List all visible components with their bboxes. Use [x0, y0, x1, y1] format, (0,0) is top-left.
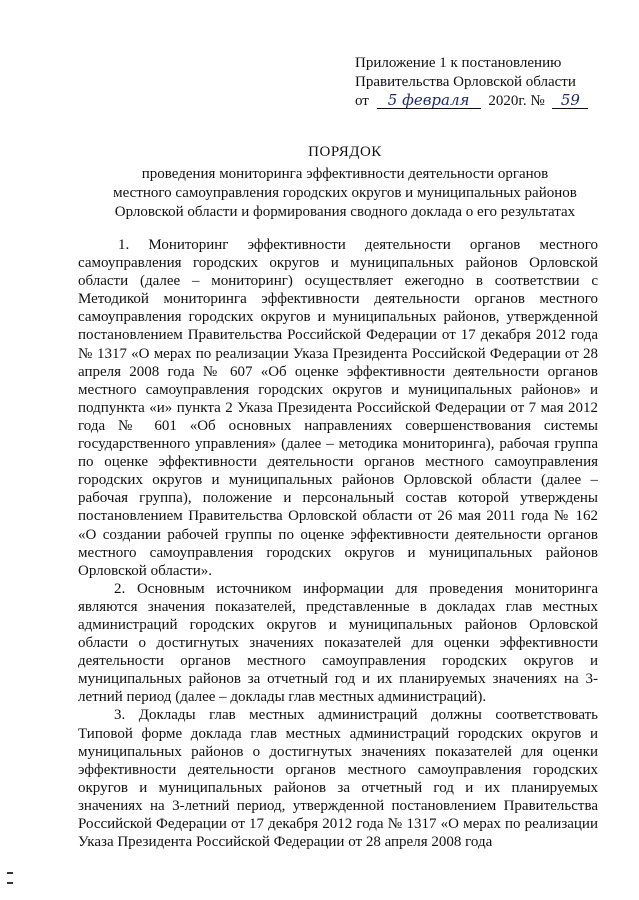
appendix-line-2: Правительства Орловской области — [355, 74, 576, 90]
document-title — [80, 143, 610, 222]
appendix-date-line — [355, 92, 605, 111]
appendix-header — [355, 54, 605, 111]
title-heading: ПОРЯДОК — [308, 144, 382, 160]
appendix-line-1: Приложение 1 к постановлению — [355, 55, 562, 71]
handwritten-date: 5 февраля — [377, 93, 481, 109]
appendix-prefix: от — [355, 93, 369, 109]
margin-mark — [7, 882, 13, 884]
document-body — [78, 236, 598, 851]
paragraph-2: 2. Основным источником информации для проведения мониторинга являются значения показателей, представленные в докладах глав местных администраций городских округов и муниципальных районов Орловской области о достигнутых значениях показателей для оценки эффективности деятельности органов местного самоуправления городских округов и муниципальных районов за отчетный год и их планируемых значениях на 3-летний период (далее – доклады глав местных администраций). — [78, 580, 598, 706]
title-subline-2: местного самоуправления городских округов и муниципальных районов — [113, 185, 577, 201]
handwritten-number: 59 — [552, 93, 588, 109]
title-subline-3: Орловской области и формирования сводного доклада о его результатах — [114, 204, 576, 220]
title-subline-1: проведения мониторинга эффективности деятельности органов — [141, 166, 549, 182]
margin-mark — [7, 872, 13, 874]
paragraph-3: 3. Доклады глав местных администраций должны соответствовать Типовой форме доклада глав местных администраций городских округов и муниципальных районов о достигнутых значениях показателей для оценки эффективности деятельности органов местного самоуправления городских округов и муниципальных районов за отчетный год и их планируемых значениях на 3-летний период, утвержденной постановлением Правительства Российской Федерации от 17 декабря 2012 года № 1317 «О мерах по реализации Указа Президента Российской Федерации от 28 апреля 2008 года — [78, 707, 598, 851]
paragraph-1: 1. Мониторинг эффективности деятельности органов местного самоуправления городских округов и муниципальных районов Орловской области (далее – мониторинг) осуществляет ежегодно в соответствии с Методикой мониторинга эффективности деятельности органов местного самоуправления городских округов и муниципальных районов, утвержденной постановлением Правительства Российской Федерации от 17 декабря 2012 года № 1317 «О мерах по реализации Указа Президента Российской Федерации от 28 апреля 2008 года № 607 «Об оценке эффективности деятельности органов местного самоуправления городских округов и муниципальных районов» и подпункта «и» пункта 2 Указа Президента Российской Федерации от 7 мая 2012 года № 601 «Об основных направлениях совершенствования системы государственного управления» (далее – методика мониторинга), рабочая группа по оценке эффективности деятельности органов местного самоуправления городских округов и муниципальных районов Орловской области (далее – рабочая группа), положение и персональный состав которой утверждены постановлением Правительства Орловской области от 26 мая 2011 года № 162 «О создании рабочей группы по оценке эффективности деятельности органов местного самоуправления городских округов и муниципальных районов Орловской области». — [78, 237, 598, 579]
appendix-year: 2020г. № — [488, 93, 545, 109]
